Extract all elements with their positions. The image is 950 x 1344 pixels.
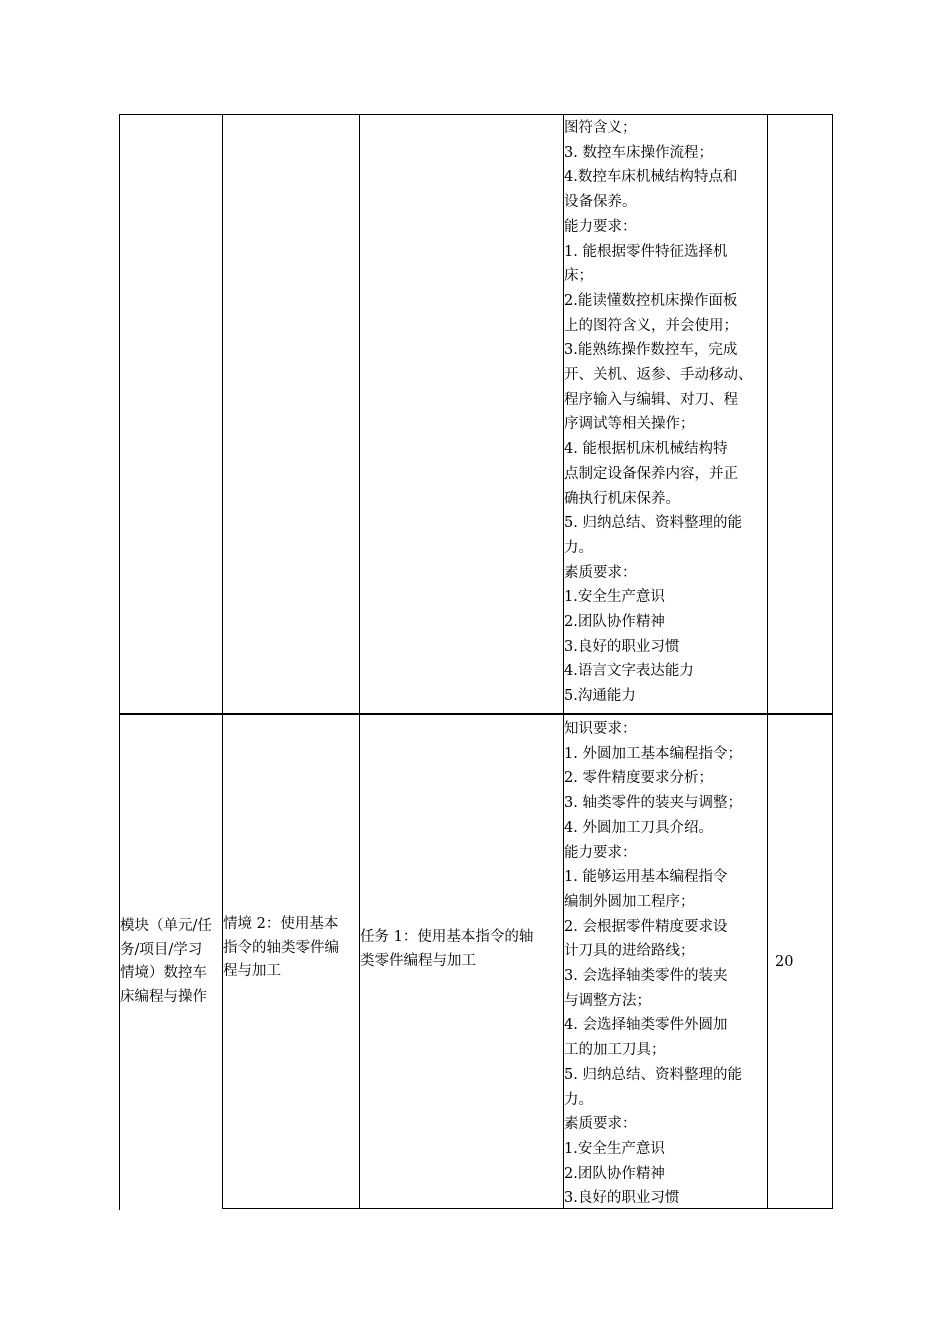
text-line: 5. 归纳总结、资料整理的能: [564, 1066, 742, 1083]
text-line: 1. 外圆加工基本编程指令；: [564, 745, 742, 762]
task-cell: [360, 926, 563, 973]
text-line: 3.良好的职业习惯: [564, 638, 680, 655]
text-line: 知识要求：: [564, 721, 637, 737]
module-cell: [120, 915, 222, 1009]
text-line: 床编程与操作: [120, 988, 207, 1005]
text-line: 确执行机床保养。: [564, 490, 680, 507]
text-line: 5. 归纳总结、资料整理的能: [564, 515, 742, 532]
text-line: 务/项目/学习: [120, 941, 203, 958]
text-line: 程与加工: [223, 963, 281, 979]
text-line: 2.团队协作精神: [564, 1165, 665, 1182]
hours-value: 20: [775, 954, 794, 970]
table-top-border: [119, 114, 833, 115]
text-line: 床；: [564, 268, 593, 285]
row1-content-cell: [564, 116, 768, 709]
text-line: 情境）数控车: [120, 965, 207, 981]
col-border-1: [119, 114, 120, 1210]
text-line: 序调试等相关操作；: [564, 416, 695, 433]
text-line: 能力要求：: [564, 218, 637, 235]
text-line: 1.安全生产意识: [564, 589, 665, 606]
text-line: 4. 外圆加工刀具介绍。: [564, 819, 713, 836]
text-line: 情境 2：使用基本: [223, 916, 339, 932]
text-line: 模块（单元/任: [120, 918, 212, 934]
text-line: 素质要求：: [564, 564, 637, 581]
hours-cell: [775, 950, 831, 975]
text-line: 点制定设备保养内容，并正: [564, 465, 738, 482]
text-line: 1. 能够运用基本编程指令: [564, 869, 728, 886]
text-line: 素质要求：: [564, 1116, 637, 1133]
row2-content-cell: [564, 717, 768, 1211]
text-line: 4. 会选择轴类零件外圆加: [564, 1017, 728, 1034]
text-line: 4.语言文字表达能力: [564, 663, 694, 680]
text-line: 工的加工刀具；: [564, 1042, 666, 1059]
text-line: 2. 零件精度要求分析；: [564, 770, 713, 787]
text-line: 力。: [564, 539, 593, 556]
text-line: 2.团队协作精神: [564, 614, 665, 631]
text-line: 设备保养。: [564, 194, 637, 211]
text-line: 能力要求：: [564, 844, 637, 861]
col-border-3: [359, 114, 360, 1209]
text-line: 5.沟通能力: [564, 688, 636, 705]
text-line: 与调整方法；: [564, 992, 651, 1009]
scenario-cell: [223, 913, 359, 984]
text-line: 1.安全生产意识: [564, 1140, 665, 1157]
text-line: 开、关机、返参、手动移动、: [564, 367, 753, 384]
text-line: 上的图符含义，并会使用；: [564, 317, 738, 334]
text-line: 类零件编程与加工: [360, 952, 476, 969]
text-line: 1. 能根据零件特征选择机: [564, 243, 728, 260]
text-line: 2.能读懂数控机床操作面板: [564, 292, 738, 309]
text-line: 力。: [564, 1091, 593, 1108]
row-divider: [119, 713, 833, 715]
text-line: 4.数控车床机械结构特点和: [564, 169, 738, 186]
text-line: 3. 会选择轴类零件的装夹: [564, 968, 728, 985]
text-line: 2. 会根据零件精度要求设: [564, 918, 728, 935]
text-line: 3.良好的职业习惯: [564, 1190, 680, 1207]
text-line: 编制外圆加工程序；: [564, 893, 695, 910]
text-line: 计刀具的进给路线；: [564, 943, 695, 960]
text-line: 任务 1：使用基本指令的轴: [360, 929, 534, 945]
text-line: 3. 轴类零件的装夹与调整；: [564, 795, 742, 812]
col-border-2: [222, 114, 223, 1209]
text-line: 程序输入与编辑、对刀、程: [564, 391, 738, 408]
text-line: 指令的轴类零件编: [223, 939, 339, 956]
text-line: 图符含义；: [564, 120, 637, 136]
text-line: 3. 数控车床操作流程；: [564, 144, 713, 161]
text-line: 4. 能根据机床机械结构特: [564, 441, 728, 458]
text-line: 3.能熟练操作数控车，完成: [564, 342, 738, 359]
col-border-6: [832, 114, 833, 1209]
